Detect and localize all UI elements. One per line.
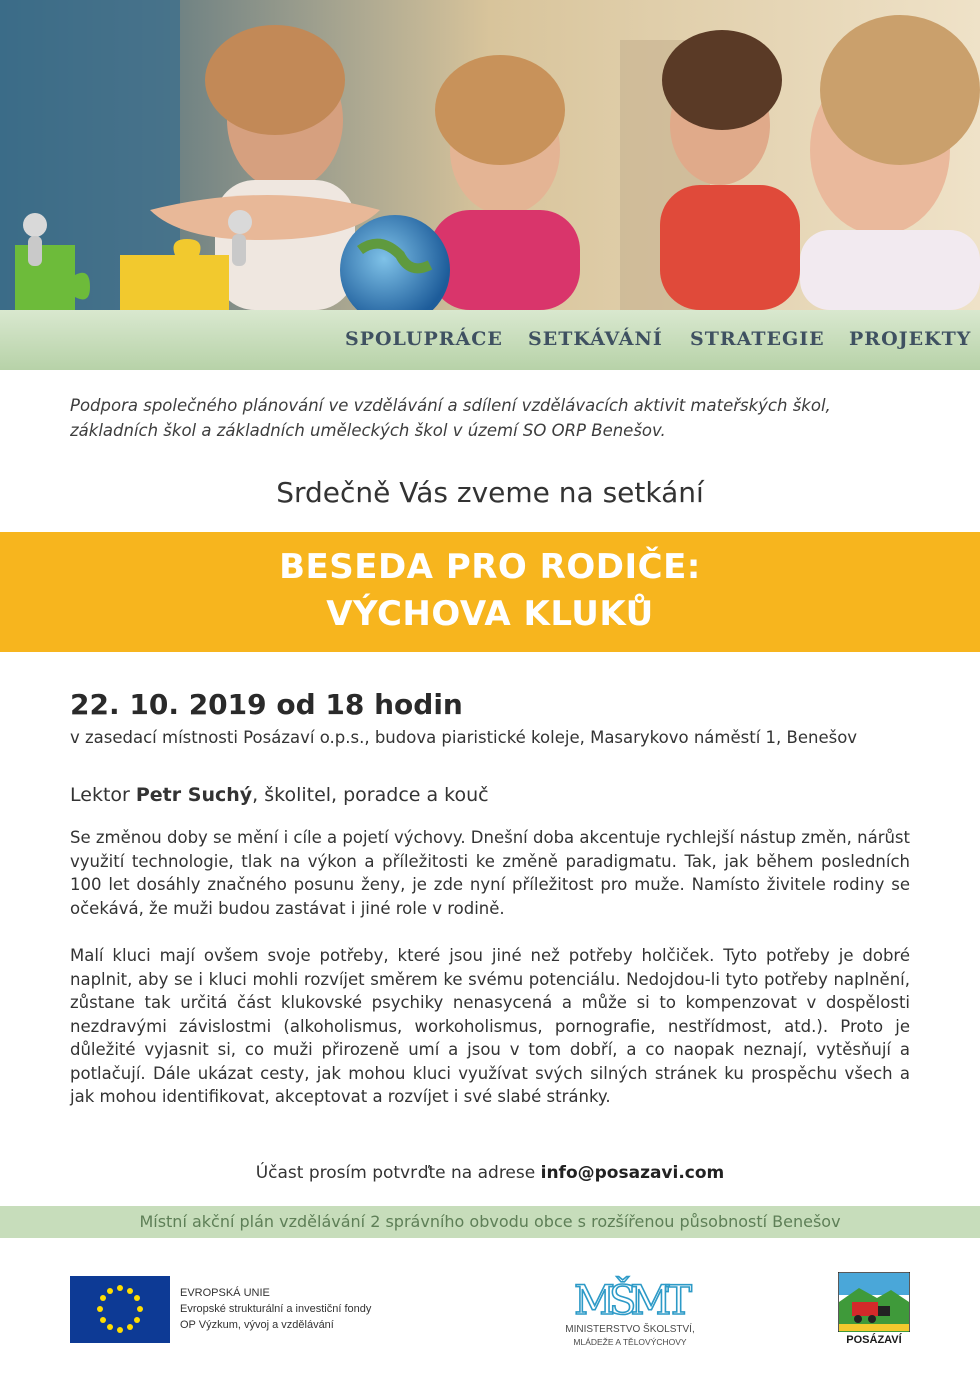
event-title-line-2: VÝCHOVA KLUKŮ — [326, 594, 654, 634]
project-footer-bar — [0, 1206, 980, 1238]
eu-line-2: Evropské strukturální a investiční fondy — [180, 1303, 372, 1315]
top-category-bar — [0, 310, 980, 370]
msmt-text — [520, 1323, 740, 1349]
intro-line-2: základních škol a základních uměleckých škol v území SO ORP Benešov. — [70, 421, 666, 440]
event-date: 22. 10. 2019 od 18 hodin — [70, 688, 463, 721]
lecturer-line — [70, 784, 489, 806]
eu-flag-logo — [70, 1276, 170, 1343]
eu-line-1: EVROPSKÁ UNIE — [180, 1287, 270, 1299]
event-title-banner — [0, 532, 980, 652]
msmt-logo-text: MŠMT — [574, 1278, 686, 1324]
event-place: v zasedací místnosti Posázaví o.p.s., budova piaristické koleje, Masarykovo náměstí 1, Benešov — [70, 728, 858, 747]
event-title-line-1: BESEDA PRO RODIČE: — [279, 547, 701, 587]
lecturer-name: Petr Suchý — [135, 784, 253, 806]
msmt-line-2: MLÁDEŽE A TĚLOVÝCHOVY — [573, 1337, 687, 1347]
hero-photo — [0, 0, 980, 310]
lecturer-role: , školitel, poradce a kouč — [252, 784, 489, 806]
nav-strategie: STRATEGIE — [690, 328, 825, 350]
description-paragraph-2: Malí kluci mají ovšem svoje potřeby, které jsou jiné než potřeby holčiček. Tyto potřeby je dobré naplnit, aby se i kluci mohli rozvíjet směrem ke svému potenciálu. Nedojdou-li tyto potřeby naplnění, zůstane tak určitá část klukovské psychiky nenasycená a může si to kompenzovat v dospělosti nezdravými závislostmi (alkoholismus, workoholismus, pornografie, nestřídmost, atd.). Proto je důležité vyjasnit si, co muži přirozeně umí a jsou v tom dobří, a co naopak neznají, vytěsňují a potlačují. Dále ukázat cesty, jak mohou kluci využívat svých silných stránek ku prospěchu všech a jak mohou identifikovat, akceptovat a rozvíjet i své slabé stránky. — [70, 946, 910, 1106]
posazavi-name: POSÁZAVÍ — [846, 1334, 902, 1346]
eu-line-3: OP Výzkum, vývoj a vzdělávání — [180, 1319, 334, 1331]
intro-text — [70, 393, 930, 443]
posazavi-logo — [838, 1272, 910, 1332]
rsvp-line — [0, 1163, 980, 1183]
msmt-monogram-icon — [560, 1266, 700, 1326]
rsvp-email: info@posazavi.com — [540, 1163, 725, 1183]
eu-text — [180, 1285, 371, 1333]
intro-line-1: Podpora společného plánování ve vzdělávání a sdílení vzdělávacích aktivit mateřských škol, — [70, 396, 831, 415]
description-paragraph-1: Se změnou doby se mění i cíle a pojetí výchovy. Dnešní doba akcentuje rychlejší nástup změn, nárůst využití technologie, tlak na výkon a příležitosti ke změně paradigmatu. Tak, jak během posledních 100 let dosáhly značného posunu ženy, je zde nyní příležitost pro muže. Namísto živitele rodiny se očekává, že muži budou zastávat i jiné role v rodině. — [70, 828, 911, 918]
nav-setkavani: SETKÁVÁNÍ — [528, 328, 663, 350]
invitation-heading: Srdečně Vás zveme na setkání — [276, 476, 704, 509]
rsvp-text: Účast prosím potvrďte na adrese — [255, 1163, 541, 1183]
lecturer-prefix: Lektor — [70, 784, 136, 806]
msmt-line-1: MINISTERSTVO ŠKOLSTVÍ, — [565, 1324, 695, 1335]
nav-projekty: PROJEKTY — [849, 328, 972, 350]
nav-spoluprace: SPOLUPRÁCE — [345, 328, 503, 350]
project-footer-text: Místní akční plán vzdělávání 2 správního obvodu obce s rozšířenou působností Benešov — [139, 1212, 841, 1231]
